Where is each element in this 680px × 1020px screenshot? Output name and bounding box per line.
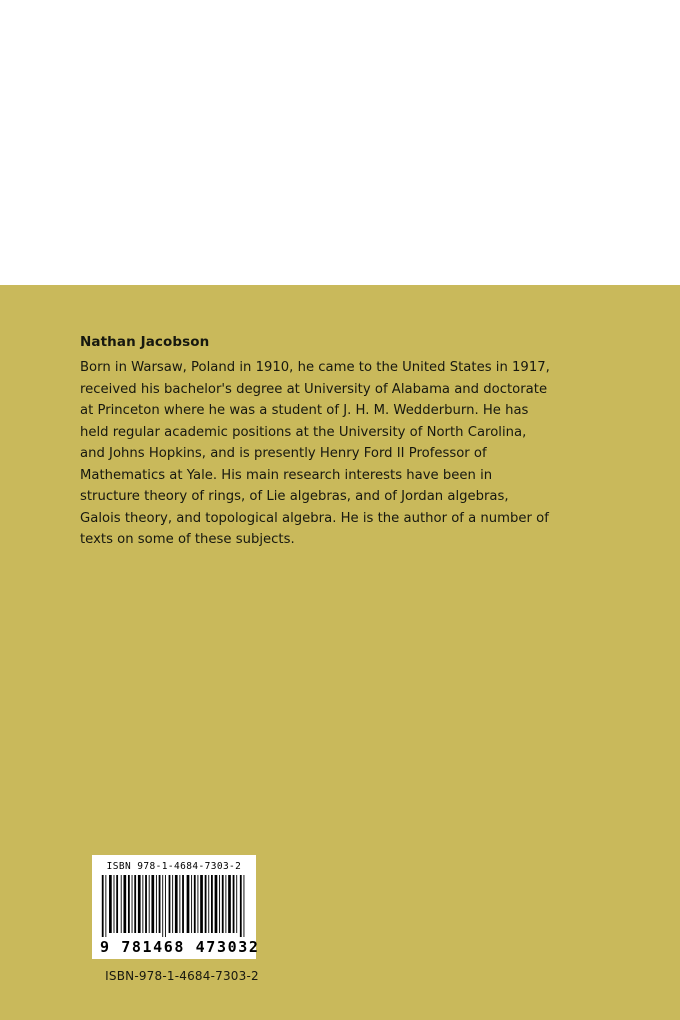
barcode-block (92, 855, 272, 983)
barcode-box (92, 855, 260, 959)
cover-color-panel (0, 285, 680, 1020)
isbn-caption: ISBN-978-1-4684-7303-2 (105, 969, 259, 983)
barcode-bars-icon (100, 875, 248, 937)
barcode-isbn-label: ISBN 978-1-4684-7303-2 (106, 861, 242, 872)
white-margin-area (0, 0, 680, 285)
author-blurb (80, 333, 550, 551)
barcode-digits: 9 781468 473032 (100, 938, 260, 956)
author-name: Nathan Jacobson (80, 334, 210, 350)
author-bio-text: Born in Warsaw, Poland in 1910, he came to the United States in 1917, received his bachelor's degree at University of Alabama and doctorate at Princeton where he was a student of J. H. M. Wedderburn. He has held regular academic positions at the University of North Carolina, and Johns Hopkins, and is presently Henry Ford II Professor of Mathematics at Yale. His main research interests have been in structure theory of rings, of Lie algebras, and of Jordan algebras, Galois theory, and topological algebra. He is the author of a number of texts on some of these subjects. (80, 360, 550, 548)
